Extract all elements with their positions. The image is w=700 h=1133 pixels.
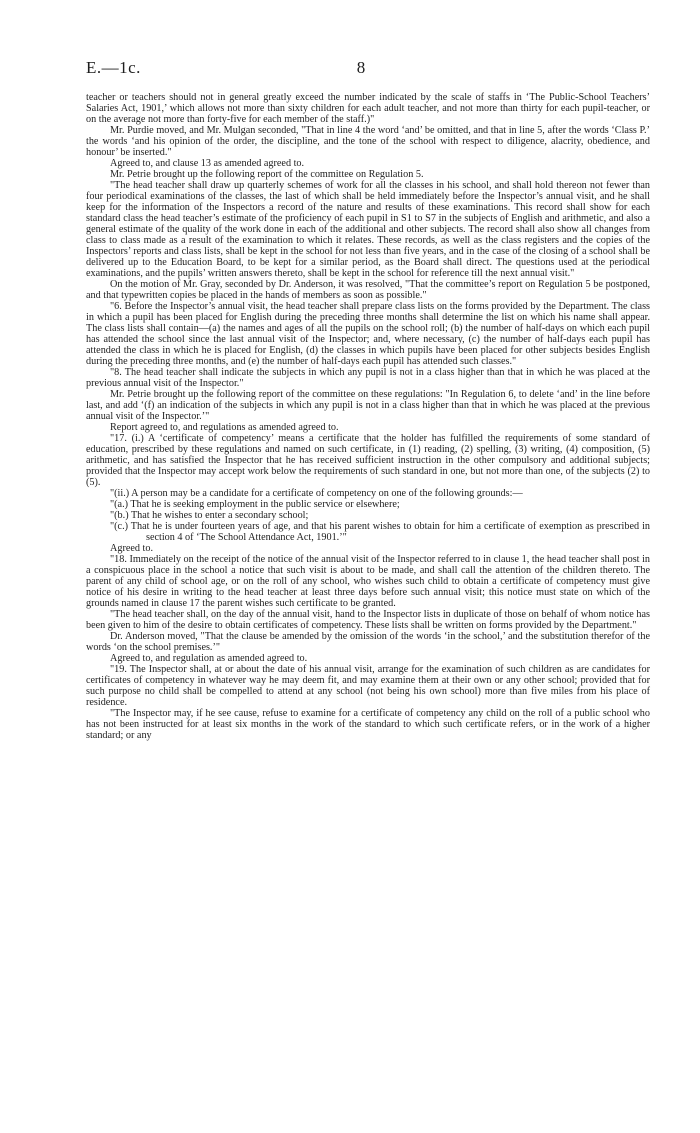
paragraph: "The Inspector may, if he see cause, refuse to examine for a certificate of competency any child on the roll of a public school who has not been instructed for at least six months in the work of the standard to which such certificate refers, or in the work of a higher standard; or any (86, 708, 650, 741)
paragraph: "6. Before the Inspector’s annual visit, the head teacher shall prepare class lists on the forms provided by the Department. The class in which a pupil has been placed for English during the preceding three months shall determine the list on which his name shall appear. The class lists shall contain—(a) the names and ages of all the pupils on the school roll; (b) the number of half-days on which each pupil has attended the school since the last annual visit of the Inspector; and, where necessary, (c) the number of half-days each pupil has attended the class in which he is placed for English, (d) the classes in which pupils have been placed for other subjects besides English during the preceding three months, and (e) the number of half-days each pupil has attended such classes." (86, 301, 650, 367)
paragraph: "19. The Inspector shall, at or about the date of his annual visit, arrange for the examination of such children as are candidates for certificates of competency in whatever way he may deem fit, and may examine them at their own or any other school; provided that for such purpose no child shall be compelled to attend at any school (not being his own school) more than five miles from his place of residence. (86, 664, 650, 708)
paragraph: Mr. Petrie brought up the following report of the committee on these regulations: "In Regulation 6, to delete ‘and’ in the line before last, and add ‘(f) an indication of the subjects in which any pupil is not in a class higher than that in which he was placed at the previous annual visit of the Inspector.’" (86, 389, 650, 422)
list-item: "(a.) That he is seeking employment in the public service or elsewhere; (110, 499, 400, 510)
page-number: 8 (356, 58, 366, 77)
paragraph: "17. (i.) A ‘certificate of competency’ means a certificate that the holder has fulfilled the requirements of some standard of education, prescribed by these regulations and named on such certificate, in (1) reading, (2) spelling, (3) writing, (4) composition, (5) arithmetic, and has satisfied the Inspector that he has received sufficient instruction in the other compulsory and additional subjects; provided that the Inspector may accept work below the requirements of such standard in one, but not more than one, of the subjects (2) to (5). (86, 433, 650, 488)
paragraph: "The head teacher shall, on the day of the annual visit, hand to the Inspector lists in duplicate of those on behalf of whom notice has been given to him of the desire to obtain certificates of competency. These lists shall be written on forms provided by the Department." (86, 609, 650, 631)
paragraph: Report agreed to, and regulations as amended agreed to. (110, 422, 339, 433)
paragraph: teacher or teachers should not in general greatly exceed the number indicated by the scale of staffs in ‘The Public-School Teachers’ Salaries Act, 1901,’ which allows not more than sixty children for each adult teacher, and not more than thirty for each pupil-teacher, or on the average not more than forty-five for each member of the staff.)" (86, 92, 650, 125)
paragraph: Mr. Purdie moved, and Mr. Mulgan seconded, "That in line 4 the word ‘and’ be omitted, and that in line 5, after the words ‘Class P.’ the words ‘and his opinion of the order, the discipline, and the tone of the school with respect to diligence, alacrity, obedience, and honour’ be inserted." (86, 125, 650, 158)
document-body (86, 92, 650, 741)
paragraph: "The head teacher shall draw up quarterly schemes of work for all the classes in his school, and shall hold thereon not fewer than four periodical examinations of the classes, the last of which shall be held immediately before the Inspector’s annual visit, and he shall keep for the information of the Inspectors a record of the nature and results of these examinations. This record shall show for each standard class the head teacher’s estimate of the proficiency of each pupil in S1 to S7 in the subjects of English and arithmetic, and also a general estimate of the quality of the work done in each of the additional and other subjects. The record shall also show all changes from class to class made as a result of the examination to which it relates. These records, as well as the class registers and the copies of the Inspectors’ reports and class lists, shall be kept in the school for not less than five years, and in the case of the closing of a school shall be delivered up to the Education Board, to be kept for a similar period, as the Board shall direct. The questions used at the periodical examinations, and the pupils’ written answers thereto, shall be kept in the school for reference till the next annual visit." (86, 180, 650, 279)
paragraph: Agreed to, and regulation as amended agreed to. (110, 653, 308, 664)
paragraph: On the motion of Mr. Gray, seconded by Dr. Anderson, it was resolved, "That the committee’s report on Regulation 5 be postponed, and that typewritten copies be placed in the hands of members as soon as possible." (86, 279, 650, 301)
paragraph: "(ii.) A person may be a candidate for a certificate of competency on one of the following grounds:— (110, 488, 523, 499)
page-header (86, 58, 636, 82)
paragraph: Dr. Anderson moved, "That the clause be amended by the omission of the words ‘in the school,’ and the substitution therefor of the words ‘on the school premises.’" (86, 631, 650, 653)
paragraph: Agreed to, and clause 13 as amended agreed to. (110, 158, 305, 169)
paragraph: Mr. Petrie brought up the following report of the committee on Regulation 5. (110, 169, 424, 180)
document-reference: E.—1c. (86, 58, 141, 77)
paragraph: Agreed to. (110, 543, 153, 554)
list-item: "(c.) That he is under fourteen years of age, and that his parent wishes to obtain for him a certificate of exemption as prescribed in section 4 of ‘The School Attendance Act, 1901.’" (110, 521, 650, 543)
paragraph: "18. Immediately on the receipt of the notice of the annual visit of the Inspector referred to in clause 1, the head teacher shall post in a conspicuous place in the school a notice that such visit is about to be made, and shall call the attention of the children thereto. The parent of any child of school age, or on the roll of any school, who wishes such child to obtain a certificate of competency must give notice of his desire in writing to the head teacher at least three days before such annual visit; this notice must state on which of the grounds named in clause 17 the parent wishes such certificate to be granted. (86, 554, 650, 609)
list-item: "(b.) That he wishes to enter a secondary school; (110, 510, 309, 521)
paragraph: "8. The head teacher shall indicate the subjects in which any pupil is not in a class higher than that in which he was placed at the previous annual visit of the Inspector." (86, 367, 650, 389)
